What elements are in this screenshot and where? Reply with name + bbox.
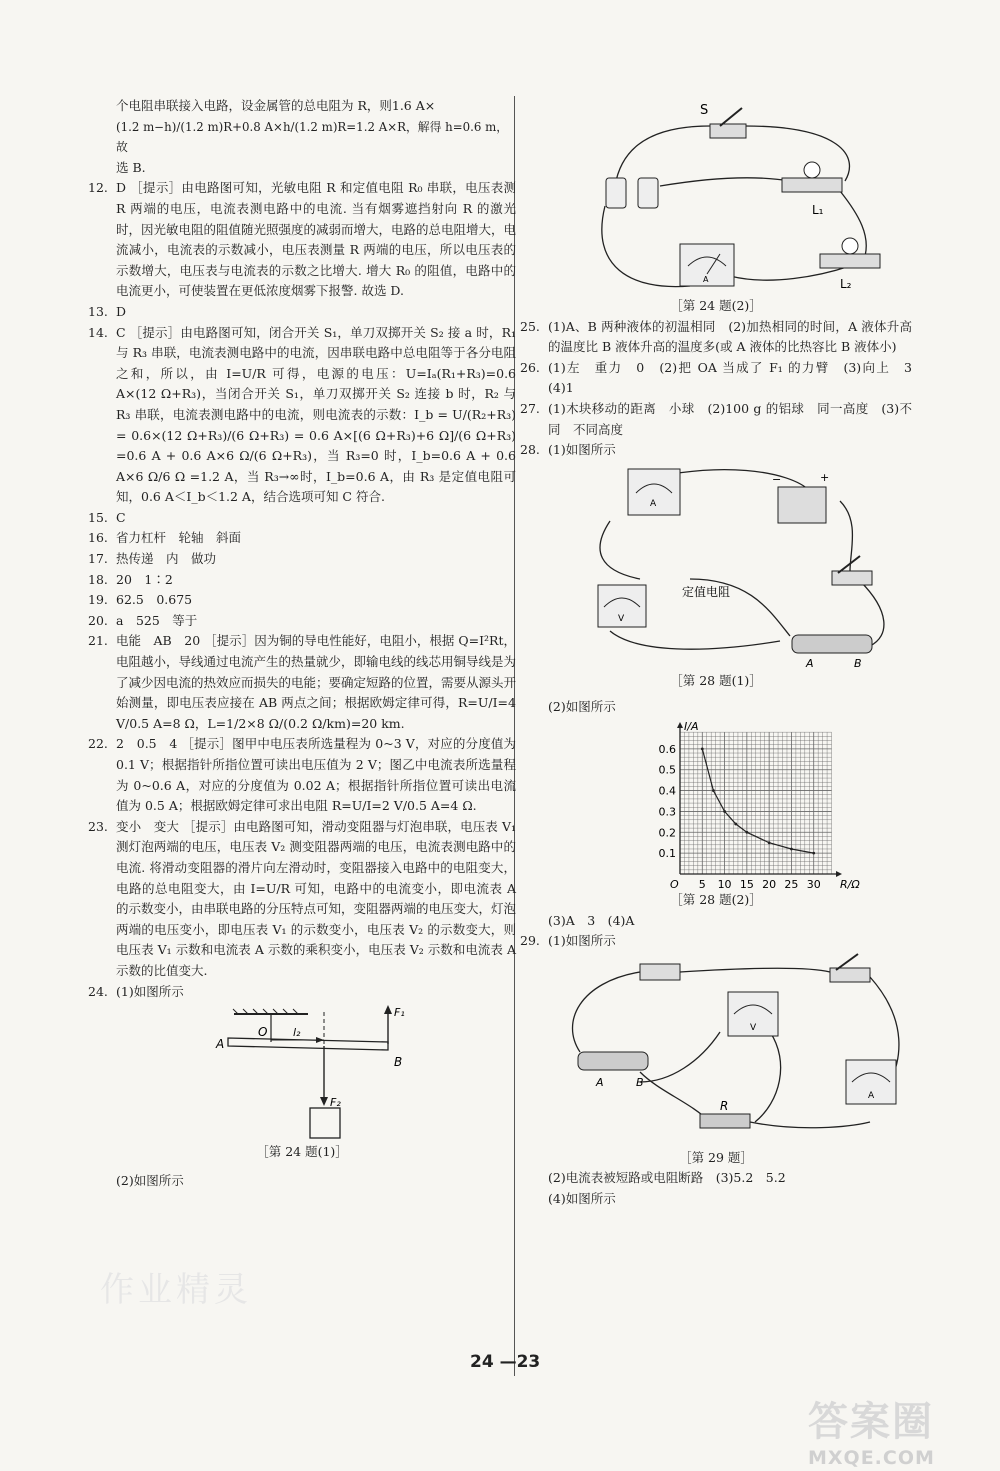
x-tick-label: 15 xyxy=(739,877,754,891)
answer-item xyxy=(88,982,516,1003)
left-column xyxy=(88,96,516,1191)
answer-list-right xyxy=(520,317,925,461)
rheostat-b: B xyxy=(636,1075,644,1089)
answer-text: 热传递 内 做功 xyxy=(116,551,217,567)
answer-text: 电能 AB 20 ［提示］因为铜的导电性能好，电阻小，根据 Q=I²Rt，电阻越小，导线通过电流产生的热量就少，即输电线的线芯用铜导线是为了减少因电流的热效应而损失的电能；要确定短路的位置，需要从源头开始测量，即电压表应接在 AB 两点之间；根据欧姆定律可得，R=U/I=4 V/0.5 A=8 Ω，L=1/2×8 Ω/(0.2 Ω/km)=20 km. xyxy=(116,633,517,731)
ammeter-label: A xyxy=(650,498,657,509)
x-tick-label: 20 xyxy=(762,877,777,891)
rheostat-a: A xyxy=(596,1075,604,1089)
answer-item xyxy=(88,734,516,816)
watermark-url: MXQE.COM xyxy=(808,1447,935,1469)
label-L1: L₁ xyxy=(812,203,824,217)
answer-number: 27. xyxy=(520,400,540,416)
x-tick-label: 30 xyxy=(806,877,821,891)
q29-text: (1)如图所示 xyxy=(548,933,616,949)
label-B: B xyxy=(394,1055,403,1070)
answer-number: 15. xyxy=(88,509,108,525)
data-point xyxy=(768,841,771,844)
answer-number: 23. xyxy=(88,818,108,834)
answer-number: 18. xyxy=(88,571,108,587)
continued-line-3: 选 B. xyxy=(116,159,146,175)
y-tick-label: 0.2 xyxy=(658,826,676,840)
answer-item xyxy=(520,440,912,461)
x-axis-label: R/Ω xyxy=(840,877,860,891)
y-tick-label: 0.3 xyxy=(658,805,676,819)
answer-number: 13. xyxy=(88,303,108,319)
answer-text: (1)A、B 两种液体的初温相同 (2)加热相同的时间，A 液体升高的温度比 B 液体升高的温度多(或 A 液体的比热容比 B 液体小) xyxy=(548,318,912,355)
ammeter-label: A xyxy=(703,275,709,284)
answer-text: a 525 等于 xyxy=(116,612,198,628)
answer-text: (1)如图所示 xyxy=(548,442,616,458)
answer-item xyxy=(520,399,912,440)
answer-text: D ［提示］由电路图可知，光敏电阻 R 和定值电阻 R₀ 串联，电压表测 R 两端的电压，电流表测电路中的电流. 当有烟雾遮挡射向 R 的激光时，因光敏电阻的阻值随光照强度的减弱而增大，电路的总电阻增大，电流减小，电流表的示数减小，电压表测量 R 两端的电压，所以电压表的示数增大，电压表与电流表的示数之比增大. 增大 R₀ 的阻值，电路中的电流更小，可使装置在更低浓度烟雾下报警. 故选 D. xyxy=(116,180,517,299)
q28-part2: (2)如图所示 xyxy=(548,699,616,715)
continued-line-2: (1.2 m−h)/(1.2 m)R+0.8 A×h/(1.2 m)R=1.2 A×R，解得 h=0.6 m，故 xyxy=(116,119,509,155)
answer-text: 2 0.5 4 ［提示］图甲中电压表所选量程为 0~3 V，对应的分度值为 0.1 V；根据指针所指位置可读出电压值为 2 V；图乙中电流表所选量程为 0~0.6 A，对应的分度值为 0.02 A；根据指针所指位置可读出电流值为 0.5 A；根据欧姆定律可求出电阻 R=U/I=2 V/0.5 A=4 Ω. xyxy=(116,736,516,814)
figure-28-2 xyxy=(520,718,912,894)
voltmeter-label: V xyxy=(750,1022,757,1033)
label-F2: F₂ xyxy=(330,1096,341,1110)
answer-number: 22. xyxy=(88,736,108,752)
label-F1: F₁ xyxy=(394,1006,405,1020)
caption-28-1: ［第 28 题(1)］ xyxy=(670,672,762,688)
label-S: S xyxy=(700,103,709,118)
resistor-label: 定值电阻 xyxy=(682,584,731,599)
answer-item xyxy=(88,817,516,982)
answer-text: 省力杠杆 轮轴 斜面 xyxy=(116,530,242,546)
answer-number: 21. xyxy=(88,633,108,649)
ammeter-label: A xyxy=(868,1090,875,1101)
answer-number: 24. xyxy=(88,983,108,999)
x-tick-label: 25 xyxy=(784,877,799,891)
answer-number: 16. xyxy=(88,530,108,546)
rheostat-b: B xyxy=(854,656,862,670)
answer-item xyxy=(88,631,516,734)
voltmeter-label: V xyxy=(618,613,625,624)
label-l2: l₂ xyxy=(293,1026,301,1040)
battery-minus: − xyxy=(772,472,782,486)
figure-24-2 xyxy=(520,96,912,296)
label-A: A xyxy=(216,1037,225,1052)
answer-text: (1)如图所示 xyxy=(116,983,184,999)
label-O: O xyxy=(258,1025,268,1040)
caption-28-2: ［第 28 题(2)］ xyxy=(670,891,762,907)
caption-29: ［第 29 题］ xyxy=(679,1149,753,1165)
battery-plus: + xyxy=(820,470,830,484)
answer-number: 17. xyxy=(88,551,108,567)
answer-item xyxy=(88,323,516,508)
page-number: 24 —23 xyxy=(470,1352,541,1372)
figure-29 xyxy=(520,952,912,1148)
figure-24-1 xyxy=(88,1002,516,1142)
answer-item xyxy=(88,178,516,302)
answer-item xyxy=(520,358,925,399)
data-point xyxy=(723,810,726,813)
series-line xyxy=(702,749,813,853)
answer-item xyxy=(88,570,516,591)
q29-number: 29. xyxy=(520,933,540,949)
y-axis-arrow xyxy=(677,722,683,728)
faint-watermark: 作业精灵 xyxy=(100,1270,252,1310)
q29 xyxy=(520,931,912,952)
answer-number: 26. xyxy=(520,359,540,375)
circuit-28-1 xyxy=(520,461,912,671)
answer-number: 19. xyxy=(88,592,108,608)
rheostat-a: A xyxy=(806,656,814,670)
watermark-logo-text: 答案圈 xyxy=(808,1399,934,1445)
data-point xyxy=(701,747,704,750)
answer-number: 12. xyxy=(88,180,108,196)
data-point xyxy=(745,831,748,834)
answer-item xyxy=(88,528,516,549)
caption-24-1: ［第 24 题(1)］ xyxy=(256,1144,348,1160)
y-tick-label: 0.6 xyxy=(658,742,676,756)
y-tick-label: 0.4 xyxy=(658,784,676,798)
data-point xyxy=(712,789,715,792)
circuit-29 xyxy=(520,952,912,1148)
answer-item xyxy=(88,590,516,611)
x-tick-label: 10 xyxy=(717,877,732,891)
answer-text: C ［提示］由电路图可知，闭合开关 S₁，单刀双掷开关 S₂ 接 a 时，R₁ 与 R₃ 串联，电流表测电路中的电流，因串联电路中总电阻等于各分电阻之和，所以，由 I=U/R 可得，电源的电压：U=Iₐ(R₁+R₃)=0.6 A×(12 Ω+R₃)，当闭合开关 S₁，单刀双掷开关 S₂ 连接 b 时，R₂ 与 R₃ 串联，电流表测电路中的电流，则电流表的示数：I_b = U/(R₂+R₃) = 0.6×(12 Ω+R₃)/(6 Ω+R₃) = 0.6 A×[(6 Ω+R₃)+6 Ω]/(6 Ω+R₃) =0.6 A + 0.6 A×6 Ω/(6 Ω+R₃)，当 R₃=0 时，I_b=0.6 A + 0.6 A×6 Ω/6 Ω =1.2 A，当 R₃→∞时，I_b=0.6 A，由 R₃ 是定值电阻可知，0.6 A＜I_b＜1.2 A，结合选项可知 C 符合. xyxy=(116,324,516,505)
q24-part2: (2)如图所示 xyxy=(116,1172,184,1188)
caption-24-2: ［第 24 题(2)］ xyxy=(670,298,762,313)
data-point xyxy=(734,822,737,825)
resistor-label: R xyxy=(720,1098,729,1113)
y-axis-label: I/A xyxy=(684,719,699,733)
answer-list-left xyxy=(88,178,516,1002)
data-point xyxy=(812,852,815,855)
right-column xyxy=(520,96,925,1210)
q28-part3: (3)A 3 (4)A xyxy=(548,912,635,928)
x-tick-label: 5 xyxy=(698,877,706,891)
answer-item xyxy=(88,508,516,529)
answer-text: 62.5 0.675 xyxy=(116,592,193,608)
answer-text: C xyxy=(116,509,126,525)
circuit-24-2 xyxy=(520,96,912,296)
answer-item xyxy=(88,611,516,632)
answer-item xyxy=(520,317,912,358)
y-tick-label: 0.5 xyxy=(658,763,676,777)
answer-text: D xyxy=(116,303,127,319)
figure-28-1 xyxy=(520,461,912,671)
x-axis-arrow xyxy=(836,871,842,877)
answer-number: 28. xyxy=(520,442,540,458)
answer-number: 14. xyxy=(88,324,108,340)
answer-text: (1)木块移动的距离 小球 (2)100 g 的铝球 同一高度 (3)不同 不同高度 xyxy=(548,400,912,437)
q29-part2: (2)电流表被短路或电阻断路 (3)5.2 5.2 xyxy=(548,1170,786,1186)
site-watermark xyxy=(808,1390,978,1469)
q29-part4: (4)如图所示 xyxy=(548,1190,616,1206)
answer-text: (1)左 重力 0 (2)把 OA 当成了 F₁ 的力臂 (3)向上 3 (4)1 xyxy=(548,359,925,396)
answer-text: 变小 变大 ［提示］由电路图可知，滑动变阻器与灯泡串联，电压表 V₁ 测灯泡两端的电压，电压表 V₂ 测变阻器两端的电压，电流表测电路中的电流. 将滑动变阻器的滑片向左滑动时，变阻器接入电路中的电阻变大，电路的总电阻变大，由 I=U/R 可知，电路中的电流变小，即电流表 A 的示数变小，由串联电路的分压特点可知，变阻器两端的电压变大，灯泡两端的电压变小，即电压表 V₁ 的示数变小，电压表 V₂ 的示数变大，则电压表 V₁ 示数和电流表 A 示数的乘积变小，电压表 V₂ 示数和电流表 A 示数的比值变大. xyxy=(116,818,517,978)
data-point xyxy=(790,848,793,851)
lever-diagram xyxy=(88,1002,516,1142)
label-L2: L₂ xyxy=(840,277,852,291)
answer-item xyxy=(88,302,516,323)
current-resistance-chart xyxy=(520,718,912,894)
y-tick-label: 0.1 xyxy=(658,847,676,861)
continued-line-1: 个电阻串联接入电路，设金属管的总电阻为 R，则1.6 A× xyxy=(116,98,436,113)
answer-text: 20 1∶2 xyxy=(116,571,173,587)
answer-number: 25. xyxy=(520,318,540,334)
origin-label: O xyxy=(670,877,679,891)
answer-number: 20. xyxy=(88,612,108,628)
answer-item xyxy=(88,549,516,570)
